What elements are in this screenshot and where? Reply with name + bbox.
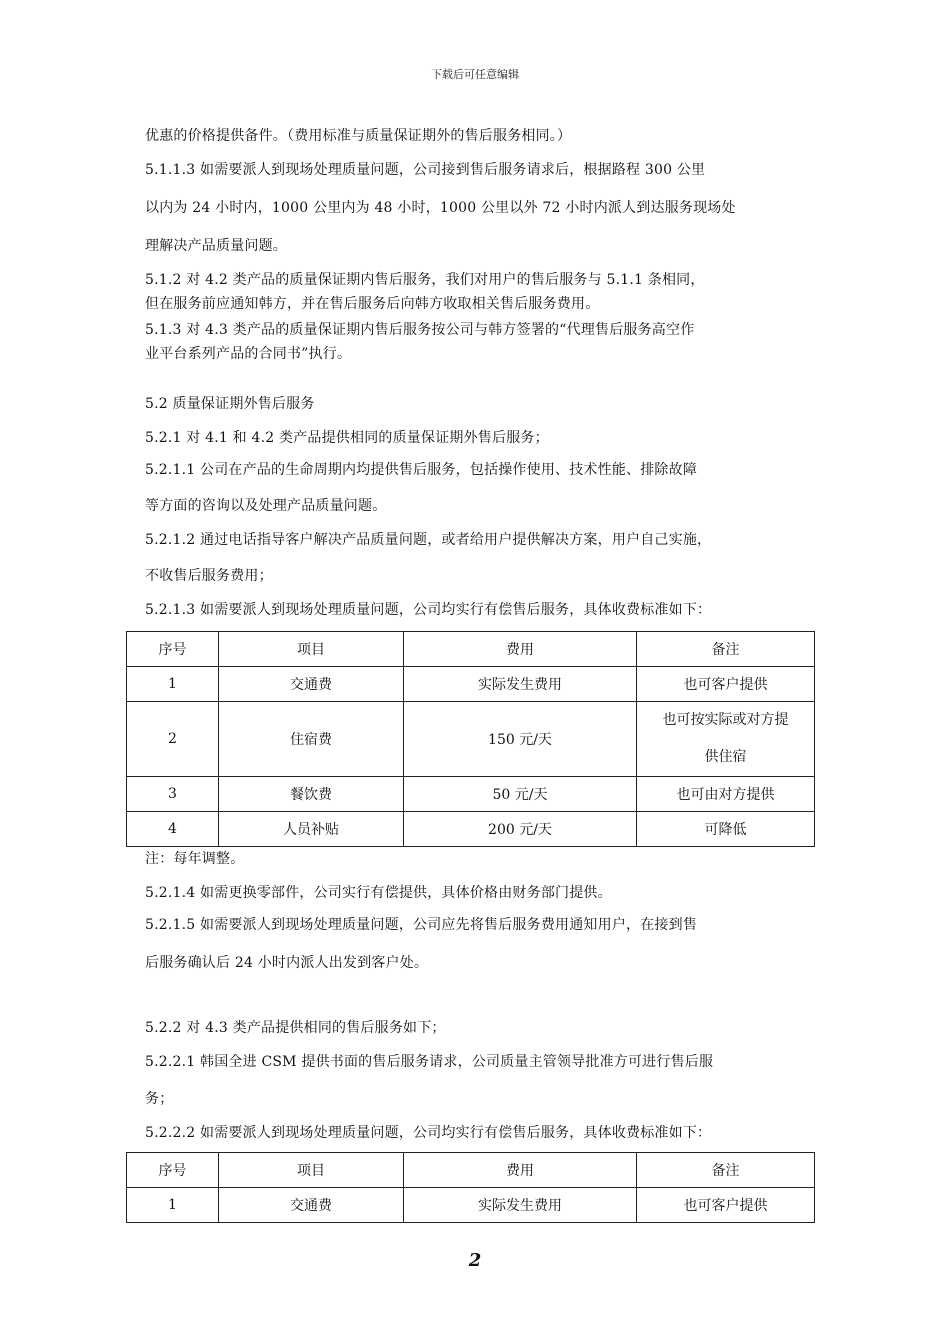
table-note: 注：每年调整。 [145,851,245,867]
table-cell: 住宿费 [219,702,404,777]
table-cell: 也可由对方提供 [637,777,815,812]
table-header-cell: 项目 [219,1153,404,1188]
table-cell-line: 供住宿 [704,749,747,765]
table-header-cell: 备注 [637,1153,815,1188]
table-cell: 200 元/天 [404,812,637,847]
table-cell: 实际发生费用 [404,667,637,702]
table-cell: 150 元/天 [404,702,637,777]
table-header-cell: 序号 [127,632,219,667]
table-header-cell: 项目 [219,632,404,667]
paragraph: 业平台系列产品的合同书”执行。 [145,346,352,362]
table-header-row [127,632,815,667]
table-cell: 4 [127,812,219,847]
table-cell: 50 元/天 [404,777,637,812]
table-cell: 交通费 [219,667,404,702]
table-cell: 人员补贴 [219,812,404,847]
fee-table-2 [126,1152,815,1223]
table-cell-line: 也可按实际或对方提 [662,712,789,728]
table-header-cell: 费用 [404,632,637,667]
table-row [127,1188,815,1223]
paragraph: 5.2.1.1 公司在产品的生命周期内均提供售后服务，包括操作使用、技术性能、排除故障 [145,462,698,478]
paragraph: 5.2.1 对 4.1 和 4.2 类产品提供相同的质量保证期外售后服务； [145,430,549,446]
table-header-row [127,1153,815,1188]
paragraph: 5.1.3 对 4.3 类产品的质量保证期内售后服务按公司与韩方签署的“代理售后服务高空作 [145,322,695,338]
table-cell: 餐饮费 [219,777,404,812]
paragraph: 5.2.1.3 如需要派人到现场处理质量问题，公司均实行有偿售后服务，具体收费标准如下： [145,602,712,618]
paragraph: 但在服务前应通知韩方，并在售后服务后向韩方收取相关售后服务费用。 [145,296,600,312]
paragraph: 后服务确认后 24 小时内派人出发到客户处。 [145,955,429,971]
paragraph: 等方面的咨询以及处理产品质量问题。 [145,498,387,514]
page-number: 2 [468,1250,482,1271]
paragraph: 5.2.1.2 通过电话指导客户解决产品质量问题，或者给用户提供解决方案，用户自己实施， [145,532,712,548]
paragraph: 以内为 24 小时内，1000 公里内为 48 小时，1000 公里以外 72 小时内派人到达服务现场处 [145,200,736,216]
paragraph: 5.2.2.2 如需要派人到现场处理质量问题，公司均实行有偿售后服务，具体收费标准如下： [145,1125,712,1141]
paragraph: 5.1.1.3 如需要派人到现场处理质量问题，公司接到售后服务请求后，根据路程 300 公里 [145,162,706,178]
paragraph: 务； [145,1091,174,1107]
table-row [127,702,815,777]
paragraph: 5.2.1.4 如需更换零部件，公司实行有偿提供，具体价格由财务部门提供。 [145,885,612,901]
table-header-cell: 序号 [127,1153,219,1188]
paragraph: 优惠的价格提供备件。（费用标准与质量保证期外的售后服务相同。） [145,128,572,144]
paragraph: 不收售后服务费用； [145,568,273,584]
paragraph: 理解决产品质量问题。 [145,238,287,254]
paragraph: 5.2.2.1 韩国全进 CSM 提供书面的售后服务请求，公司质量主管领导批准方可进行售后服 [145,1054,714,1070]
table-cell: 2 [127,702,219,777]
table-cell: 也可客户提供 [637,1188,815,1223]
paragraph: 5.2.2 对 4.3 类产品提供相同的售后服务如下； [145,1020,446,1036]
table-cell: 3 [127,777,219,812]
table-cell: 1 [127,667,219,702]
paragraph: 5.2.1.5 如需要派人到现场处理质量问题，公司应先将售后服务费用通知用户，在接到售 [145,917,698,933]
table-cell: 可降低 [637,812,815,847]
table-header-cell: 费用 [404,1153,637,1188]
table-cell: 交通费 [219,1188,404,1223]
section-heading: 5.2 质量保证期外售后服务 [145,396,315,412]
table-cell: 1 [127,1188,219,1223]
paragraph: 5.1.2 对 4.2 类产品的质量保证期内售后服务，我们对用户的售后服务与 5.1.1 条相同， [145,272,705,288]
table-row [127,812,815,847]
table-header-cell: 备注 [637,632,815,667]
table-row [127,667,815,702]
table-cell [637,702,815,777]
table-row [127,777,815,812]
fee-table-1 [126,631,815,847]
page-header: 下载后可任意编辑 [431,68,519,81]
table-cell: 也可客户提供 [637,667,815,702]
table-cell: 实际发生费用 [404,1188,637,1223]
